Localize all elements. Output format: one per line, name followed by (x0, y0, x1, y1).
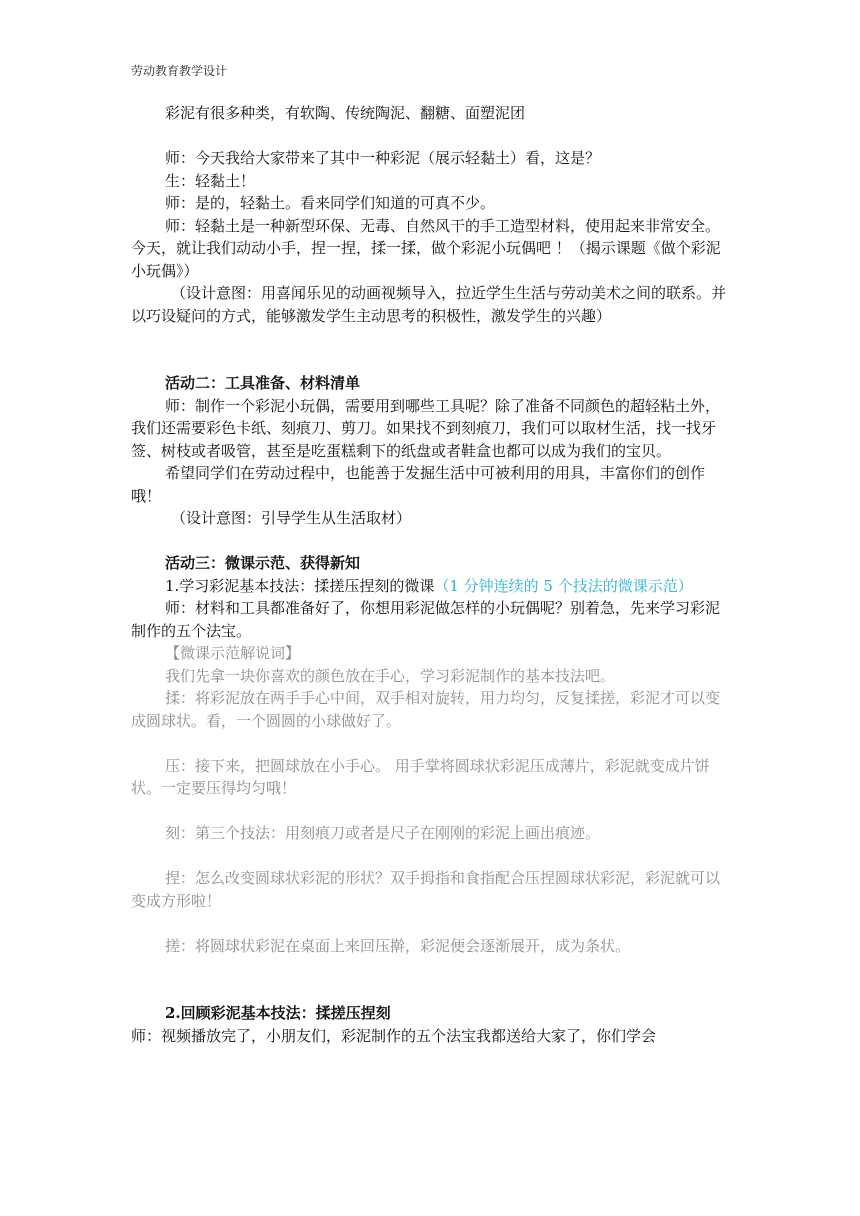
activity2-title: 活动二：工具准备、材料清单 (165, 374, 361, 392)
item1-note: （1 分钟连续的 5 个技法的微课示范） (434, 576, 693, 595)
narration-line: 揉：将彩泥放在两手手心中间，双手相对旋转，用力均匀，反复揉搓，彩泥才可以变成圆球状。看，一个圆圆的小球做好了。 (131, 689, 721, 730)
dialogue-line: 生：轻黏土！ (165, 171, 256, 190)
page-header: 劳动教育教学设计 (131, 64, 228, 78)
narration-line: 刻：第三个技法：用刻痕刀或者是尺子在刚刚的彩泥上画出痕迹。 (165, 824, 601, 842)
intro-paragraph: 彩泥有很多种类，有软陶、传统陶泥、翻糖、面塑泥团 (165, 104, 526, 122)
narration-title: 【微课示范解说词】 (165, 644, 301, 662)
activity3-paragraph: 师：材料和工具都准备好了，你想用彩泥做怎样的小玩偶呢？别着急，先来学习彩泥制作的五个法宝。 (131, 599, 721, 640)
activity3-item2-title: 2.回顾彩泥基本技法：揉搓压捏刻 (165, 1004, 391, 1022)
dialogue-line: 师：今天我给大家带来了其中一种彩泥（展示轻黏土）看，这是？ (165, 149, 601, 167)
activity2-paragraph: 希望同学们在劳动过程中，也能善于发掘生活中可被利用的用具，丰富你们的创作哦！ (131, 464, 706, 505)
narration-line: 我们先拿一块你喜欢的颜色放在手心，学习彩泥制作的基本技法吧。 (165, 666, 616, 685)
design-intent: （设计意图：引导学生从生活取材） (171, 509, 412, 527)
activity2-paragraph: 师：制作一个彩泥小玩偶，需要用到哪些工具呢？除了准备不同颜色的超轻粘土外，我们还需要彩色卡纸、刻痕刀、剪刀。如果找不到刻痕刀，我们可以取材生活，找一找牙签、树枝或者吸管，甚至是吃蛋糕剩下的纸盘或者鞋盒也都可以成为我们的宝贝。 (131, 396, 721, 460)
dialogue-line: 师：轻黏土是一种新型环保、无毒、自然风干的手工造型材料，使用起来非常安全。今天，就让我们动动小手，捏一捏，揉一揉，做个彩泥小玩偶吧 ！（揭示课题《做个彩泥小玩偶》） (131, 216, 721, 280)
closing-paragraph: 师：视频播放完了，小朋友们，彩泥制作的五个法宝我都送给大家了，你们学会 (131, 1026, 657, 1045)
narration-line: 捏：怎么改变圆球状彩泥的形状？双手拇指和食指配合压捏圆球状彩泥，彩泥就可以变成方形啦！ (131, 869, 721, 910)
dialogue-line: 师：是的，轻黏土。看来同学们知道的可真不少。 (165, 194, 496, 212)
activity3-title: 活动三：微课示范、获得新知 (165, 554, 361, 572)
narration-line: 压：接下来，把圆球放在小手心。 用手掌将圆球状彩泥压成薄片，彩泥就变成片饼状。一定要压得均匀哦！ (131, 756, 710, 797)
narration-line: 搓：将圆球状彩泥在桌面上来回压擀，彩泥便会逐渐展开，成为条状。 (165, 936, 631, 955)
item1-main: 1.学习彩泥基本技法：揉搓压捏刻的微课 (165, 576, 435, 595)
activity3-item1 (131, 575, 731, 598)
document-body (131, 102, 731, 1047)
design-intent: （设计意图：用喜闻乐见的动画视频导入，拉近学生生活与劳动美术之间的联系。并以巧设疑问的方式，能够激发学生主动思考的积极性，激发学生的兴趣） (131, 284, 727, 325)
